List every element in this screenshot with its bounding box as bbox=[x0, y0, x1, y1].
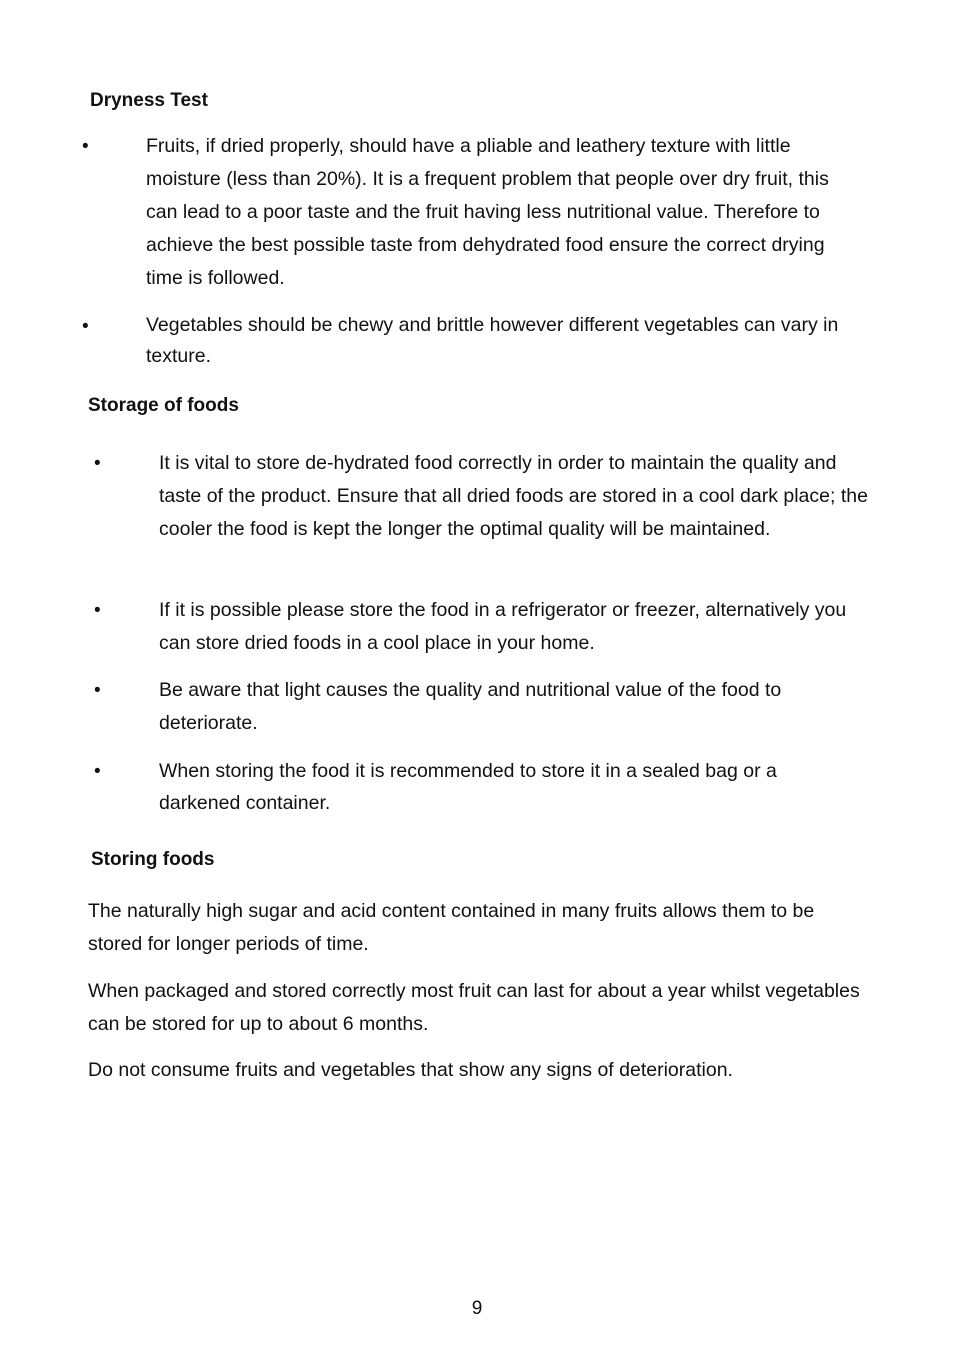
bullet-icon: • bbox=[82, 136, 89, 157]
heading-dryness-test: Dryness Test bbox=[90, 90, 208, 111]
bullet-text: Be aware that light causes the quality and nutritional value of the food to deteriorate. bbox=[159, 679, 782, 734]
bullet-icon: • bbox=[94, 680, 101, 701]
bullet-text: Fruits, if dried properly, should have a pliable and leathery texture with little moisture (less than 20%). It is a frequent problem that people over dry fruit, this can lead to a poor taste and the fruit having less nutritional value. Therefore to achieve the best possible taste from dehydrated food ensure the correct drying time is followed. bbox=[146, 135, 829, 289]
bullet-text: When storing the food it is recommended to store it in a sealed bag or a darkened container. bbox=[159, 760, 777, 814]
paragraph: Do not consume fruits and vegetables that show any signs of deterioration. bbox=[88, 1059, 733, 1081]
heading-storage-of-foods: Storage of foods bbox=[88, 395, 239, 416]
paragraph: When packaged and stored correctly most fruit can last for about a year whilst vegetables can be stored for up to about 6 months. bbox=[88, 980, 860, 1035]
bullet-text: If it is possible please store the food in a refrigerator or freezer, alternatively you can store dried foods in a cool place in your home. bbox=[159, 599, 847, 654]
bullet-text: It is vital to store de-hydrated food correctly in order to maintain the quality and taste of the product. Ensure that all dried foods are stored in a cool dark place; the cooler the food is kept the longer the optimal quality will be maintained. bbox=[159, 452, 868, 540]
bullet-icon: • bbox=[94, 761, 101, 782]
bullet-icon: • bbox=[94, 453, 101, 474]
page-number: 9 bbox=[471, 1298, 483, 1319]
bullet-text: Vegetables should be chewy and brittle however different vegetables can vary in texture. bbox=[146, 314, 839, 367]
bullet-icon: • bbox=[82, 316, 89, 337]
bullet-icon: • bbox=[94, 600, 101, 621]
paragraph: The naturally high sugar and acid content contained in many fruits allows them to be stored for longer periods of time. bbox=[88, 900, 815, 955]
heading-storing-foods: Storing foods bbox=[91, 849, 215, 870]
